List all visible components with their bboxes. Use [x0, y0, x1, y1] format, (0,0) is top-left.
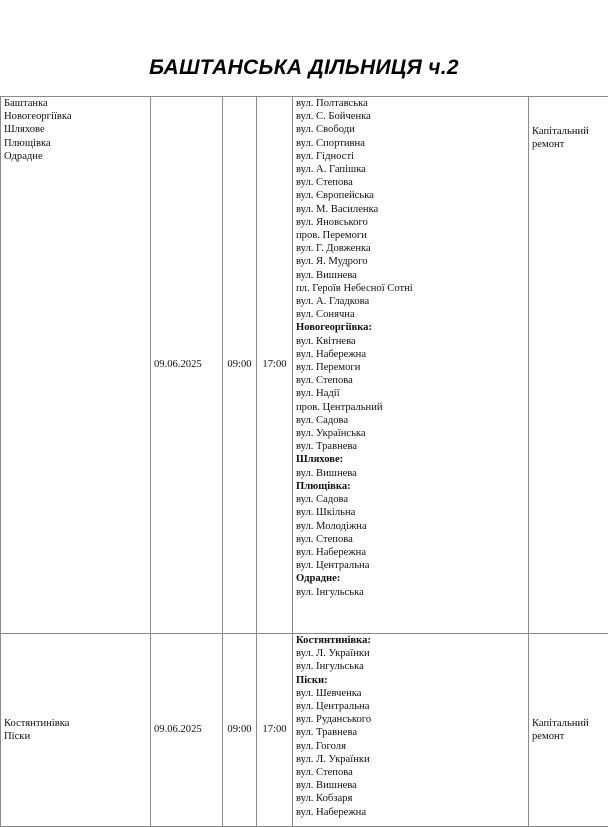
settlements-list [4, 97, 147, 163]
outage-schedule-table [0, 96, 608, 827]
street-item: вул. Шевченка [296, 687, 525, 700]
street-item: вул. Сонячна [296, 308, 525, 321]
street-item: вул. Квітнева [296, 335, 525, 348]
address-list [296, 634, 525, 819]
street-item: вул. Степова [296, 374, 525, 387]
settlement-name: Одрадне [4, 150, 147, 163]
street-item: вул. Г. Довженка [296, 242, 525, 255]
street-item: вул. Л. Українки [296, 753, 525, 766]
street-item: вул. М. Василенка [296, 203, 525, 216]
street-item: вул. Свободи [296, 123, 525, 136]
street-item: вул. Надії [296, 387, 525, 400]
settlements-cell [1, 97, 151, 634]
street-item: вул. Полтавська [296, 97, 525, 110]
street-item: пров. Центральний [296, 401, 525, 414]
street-item: вул. Вишнева [296, 467, 525, 480]
street-item: вул. Я. Мудрого [296, 255, 525, 268]
settlement-heading: Новогеоргіївка: [296, 321, 525, 334]
table-row [1, 634, 608, 827]
street-item: вул. Вишнева [296, 779, 525, 792]
date-cell: 09.06.2025 [151, 634, 223, 827]
settlements-cell [1, 634, 151, 827]
street-item: вул. Гоголя [296, 740, 525, 753]
time-from-cell: 09:00 [223, 97, 257, 634]
street-item: вул. Травнева [296, 726, 525, 739]
street-item: пров. Перемоги [296, 229, 525, 242]
street-item: вул. Європейська [296, 189, 525, 202]
settlements-list [4, 717, 147, 743]
address-list [296, 97, 525, 599]
street-item: вул. Центральна [296, 700, 525, 713]
addresses-cell [293, 97, 529, 634]
time-to-cell: 17:00 [257, 97, 293, 634]
time-from-cell: 09:00 [223, 634, 257, 827]
street-item: вул. Степова [296, 533, 525, 546]
street-item: вул. Набережна [296, 348, 525, 361]
document-title: БАШТАНСЬКА ДІЛЬНИЦЯ ч.2 [0, 56, 608, 80]
settlement-name: Костянтинівка [4, 717, 147, 730]
street-item: вул. А. Гладкова [296, 295, 525, 308]
street-item: вул. Вишнева [296, 269, 525, 282]
street-item: вул. Кобзаря [296, 792, 525, 805]
settlement-heading: Шляхове: [296, 453, 525, 466]
time-to-cell: 17:00 [257, 634, 293, 827]
street-item: пл. Героїв Небесної Сотні [296, 282, 525, 295]
street-item: вул. А. Гапішка [296, 163, 525, 176]
settlement-name: Піски [4, 730, 147, 743]
street-item: вул. Українська [296, 427, 525, 440]
settlement-heading: Піски: [296, 674, 525, 687]
street-item: вул. Яновського [296, 216, 525, 229]
settlement-name: Шляхове [4, 123, 147, 136]
street-item: вул. Центральна [296, 559, 525, 572]
street-item: вул. Садова [296, 414, 525, 427]
street-item: вул. Руданського [296, 713, 525, 726]
street-item: вул. Набережна [296, 806, 525, 819]
street-item: вул. Набережна [296, 546, 525, 559]
settlement-heading: Одрадне: [296, 572, 525, 585]
settlement-heading: Плющівка: [296, 480, 525, 493]
settlement-heading: Костянтинівка: [296, 634, 525, 647]
street-item: вул. Л. Українки [296, 647, 525, 660]
street-item: вул. Степова [296, 766, 525, 779]
street-item: вул. Спортивна [296, 137, 525, 150]
date-cell: 09.06.2025 [151, 97, 223, 634]
street-item: вул. Травнева [296, 440, 525, 453]
settlement-name: Плющівка [4, 137, 147, 150]
street-item: вул. Садова [296, 493, 525, 506]
street-item: вул. Перемоги [296, 361, 525, 374]
street-item: вул. Шкільна [296, 506, 525, 519]
table-row [1, 97, 608, 634]
street-item: вул. Гідності [296, 150, 525, 163]
addresses-cell [293, 634, 529, 827]
street-item: вул. Інгульська [296, 586, 525, 599]
settlement-name: Новогеоргіївка [4, 110, 147, 123]
street-item: вул. С. Бойченка [296, 110, 525, 123]
street-item: вул. Степова [296, 176, 525, 189]
reason-cell: Капітальний ремонт [529, 634, 608, 827]
reason-cell: Капітальний ремонт [529, 97, 608, 634]
settlement-name: Баштанка [4, 97, 147, 110]
street-item: вул. Молодіжна [296, 520, 525, 533]
street-item: вул. Інгульська [296, 660, 525, 673]
